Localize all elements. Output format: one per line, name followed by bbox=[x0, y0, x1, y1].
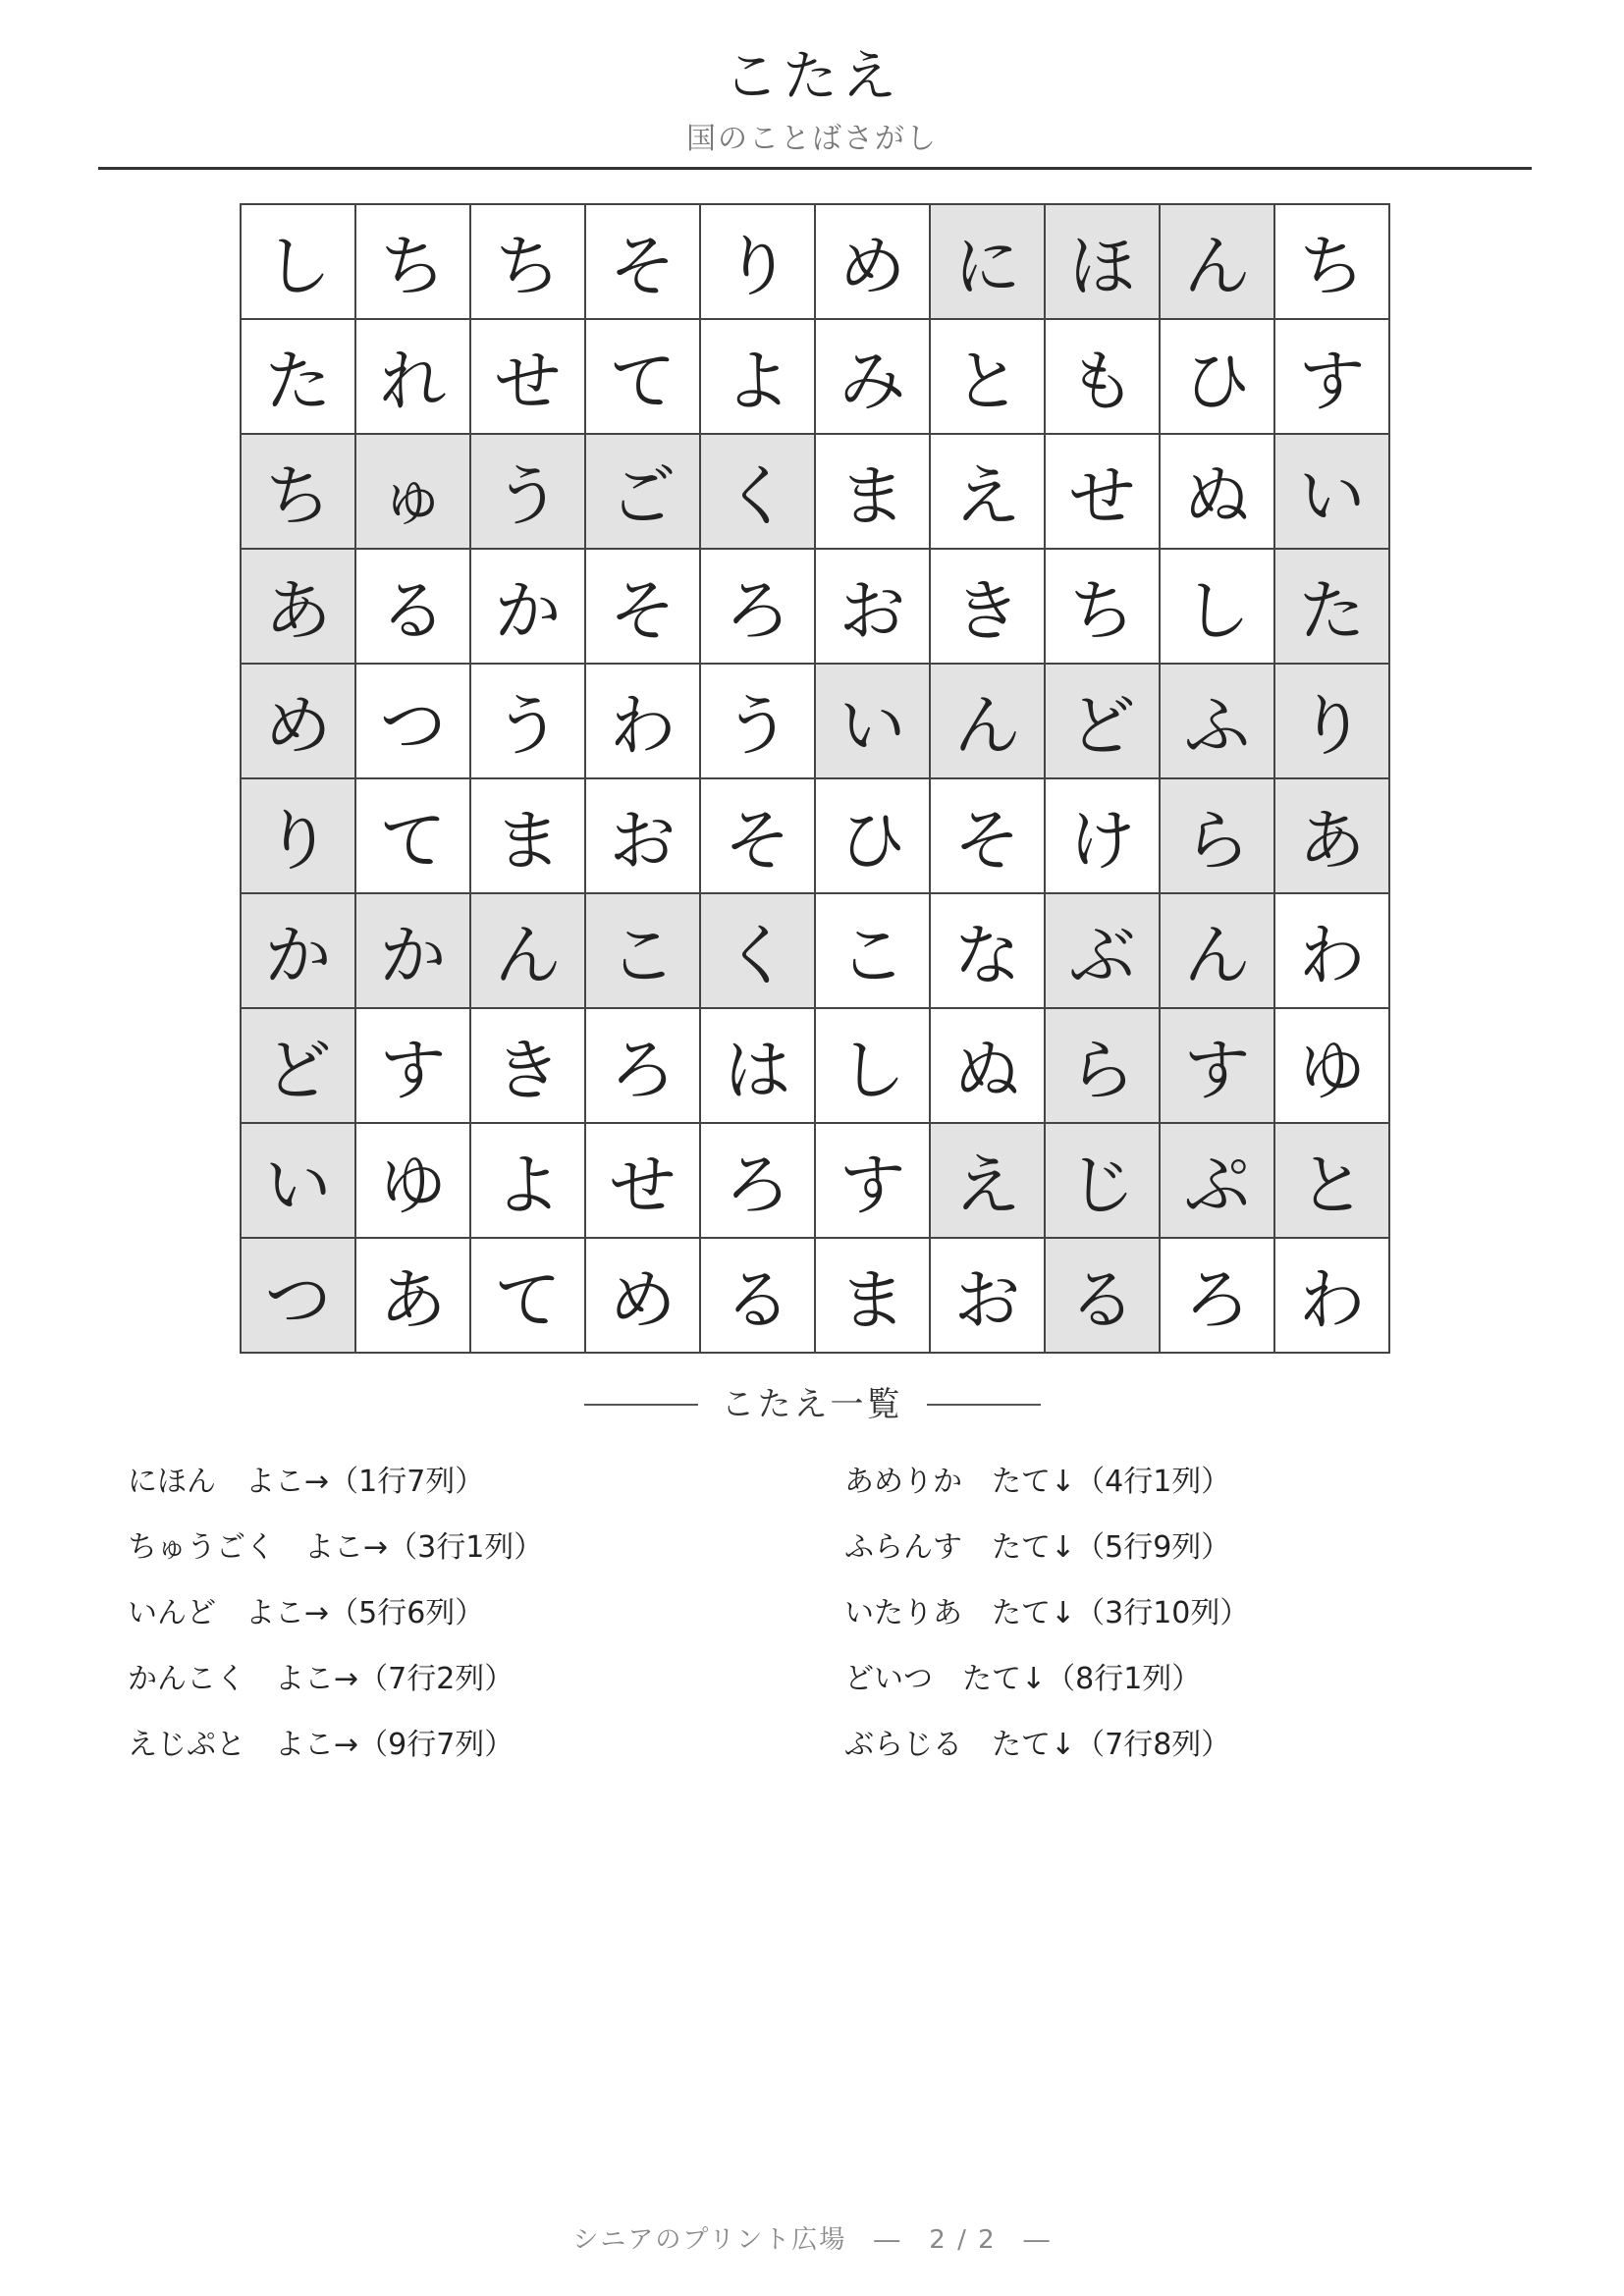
grid-cell: い bbox=[242, 1124, 356, 1239]
grid-cell: ら bbox=[1046, 1009, 1161, 1124]
heading-rule-left bbox=[584, 1404, 698, 1406]
grid-cell: あ bbox=[356, 1239, 471, 1354]
grid-cell: ち bbox=[242, 435, 356, 550]
heading-rule-right bbox=[927, 1404, 1041, 1406]
grid-cell: ぶ bbox=[1046, 894, 1161, 1009]
grid-cell: か bbox=[471, 550, 586, 665]
grid-cell: あ bbox=[242, 550, 356, 665]
grid-cell: ん bbox=[471, 894, 586, 1009]
grid-cell: す bbox=[356, 1009, 471, 1124]
grid-cell: お bbox=[931, 1239, 1046, 1354]
grid-cell: ゅ bbox=[356, 435, 471, 550]
grid-cell: そ bbox=[586, 205, 701, 320]
grid-cell: ぬ bbox=[931, 1009, 1046, 1124]
grid-cell: そ bbox=[931, 779, 1046, 894]
answers-heading-label: こたえ一覧 bbox=[721, 1385, 903, 1424]
grid-cell: る bbox=[701, 1239, 816, 1354]
answer-item: にほん よこ→（1行7列） bbox=[128, 1465, 485, 1499]
grid-cell: く bbox=[701, 435, 816, 550]
grid-cell: め bbox=[816, 205, 931, 320]
grid-cell: つ bbox=[356, 665, 471, 779]
grid-cell: ふ bbox=[1161, 665, 1275, 779]
grid-cell: め bbox=[242, 665, 356, 779]
grid-cell: い bbox=[816, 665, 931, 779]
grid-cell: ち bbox=[356, 205, 471, 320]
grid-cell: あ bbox=[1275, 779, 1390, 894]
grid-cell: そ bbox=[701, 779, 816, 894]
grid-cell: ご bbox=[586, 435, 701, 550]
grid-cell: ゆ bbox=[356, 1124, 471, 1239]
grid-cell: も bbox=[1046, 320, 1161, 435]
answer-item: あめりか たて↓（4行1列） bbox=[844, 1465, 1231, 1499]
grid-cell: え bbox=[931, 1124, 1046, 1239]
grid-cell: こ bbox=[586, 894, 701, 1009]
answers-list-right bbox=[844, 1460, 1249, 1789]
grid-cell: ろ bbox=[1161, 1239, 1275, 1354]
grid-cell: た bbox=[1275, 550, 1390, 665]
grid-cell: ん bbox=[931, 665, 1046, 779]
grid-cell: う bbox=[701, 665, 816, 779]
grid-cell: つ bbox=[242, 1239, 356, 1354]
grid-cell: ろ bbox=[701, 1124, 816, 1239]
grid-cell: な bbox=[931, 894, 1046, 1009]
grid-cell: よ bbox=[471, 1124, 586, 1239]
grid-cell: て bbox=[586, 320, 701, 435]
title-divider bbox=[98, 167, 1532, 170]
answer-item: いんど よこ→（5行6列） bbox=[128, 1596, 485, 1630]
answer-item: ちゅうごく よこ→（3行1列） bbox=[128, 1530, 544, 1565]
grid-cell: わ bbox=[1275, 894, 1390, 1009]
grid-cell: ち bbox=[1275, 205, 1390, 320]
grid-cell: す bbox=[816, 1124, 931, 1239]
grid-cell: ほ bbox=[1046, 205, 1161, 320]
answers-heading bbox=[0, 1382, 1624, 1427]
grid-cell: い bbox=[1275, 435, 1390, 550]
grid-cell: け bbox=[1046, 779, 1161, 894]
grid-cell: ろ bbox=[586, 1009, 701, 1124]
grid-cell: そ bbox=[586, 550, 701, 665]
answer-item: どいつ たて↓（8行1列） bbox=[844, 1662, 1202, 1696]
grid-cell: わ bbox=[1275, 1239, 1390, 1354]
grid-cell: み bbox=[816, 320, 931, 435]
grid-cell: ら bbox=[1161, 779, 1275, 894]
answer-item: えじぷと よこ→（9行7列） bbox=[128, 1728, 514, 1762]
grid-cell: し bbox=[242, 205, 356, 320]
grid-cell: て bbox=[471, 1239, 586, 1354]
grid-cell: す bbox=[1275, 320, 1390, 435]
grid-cell: え bbox=[931, 435, 1046, 550]
page-subtitle: 国のことばさがし bbox=[686, 122, 938, 156]
grid-cell: ど bbox=[242, 1009, 356, 1124]
grid-cell: し bbox=[816, 1009, 931, 1124]
grid-cell: る bbox=[1046, 1239, 1161, 1354]
grid-cell: は bbox=[701, 1009, 816, 1124]
grid-cell: ま bbox=[816, 1239, 931, 1354]
grid-cell: か bbox=[356, 894, 471, 1009]
grid-cell: う bbox=[471, 435, 586, 550]
answers-list-left bbox=[128, 1460, 543, 1789]
grid-cell: れ bbox=[356, 320, 471, 435]
grid-cell: き bbox=[931, 550, 1046, 665]
grid-cell: し bbox=[1161, 550, 1275, 665]
answer-item: ふらんす たて↓（5行9列） bbox=[844, 1530, 1231, 1565]
grid-cell: ひ bbox=[1161, 320, 1275, 435]
grid-cell: と bbox=[1275, 1124, 1390, 1239]
word-search-grid bbox=[240, 203, 1390, 1354]
grid-cell: ん bbox=[1161, 894, 1275, 1009]
grid-cell: よ bbox=[701, 320, 816, 435]
grid-cell: ぷ bbox=[1161, 1124, 1275, 1239]
grid-cell: せ bbox=[586, 1124, 701, 1239]
grid-cell: お bbox=[586, 779, 701, 894]
answer-item: いたりあ たて↓（3行10列） bbox=[844, 1596, 1250, 1630]
grid-cell: う bbox=[471, 665, 586, 779]
grid-cell: す bbox=[1161, 1009, 1275, 1124]
grid-cell: じ bbox=[1046, 1124, 1161, 1239]
grid-cell: に bbox=[931, 205, 1046, 320]
grid-cell: ろ bbox=[701, 550, 816, 665]
grid-cell: り bbox=[1275, 665, 1390, 779]
grid-cell: く bbox=[701, 894, 816, 1009]
grid-cell: ど bbox=[1046, 665, 1161, 779]
grid-cell: ぬ bbox=[1161, 435, 1275, 550]
grid-cell: ま bbox=[816, 435, 931, 550]
grid-cell: こ bbox=[816, 894, 931, 1009]
grid-cell: た bbox=[242, 320, 356, 435]
page-title: こたえ bbox=[724, 45, 900, 109]
grid-cell: わ bbox=[586, 665, 701, 779]
grid-cell: か bbox=[242, 894, 356, 1009]
answer-item: かんこく よこ→（7行2列） bbox=[128, 1662, 514, 1696]
grid-cell: ゆ bbox=[1275, 1009, 1390, 1124]
grid-cell: ひ bbox=[816, 779, 931, 894]
grid-cell: ち bbox=[1046, 550, 1161, 665]
grid-cell: り bbox=[701, 205, 816, 320]
grid-cell: り bbox=[242, 779, 356, 894]
grid-cell: る bbox=[356, 550, 471, 665]
grid-cell: て bbox=[356, 779, 471, 894]
grid-cell: お bbox=[816, 550, 931, 665]
page-footer: シニアのプリント広場 ― 2 / 2 ― bbox=[572, 2225, 1052, 2255]
grid-cell: ち bbox=[471, 205, 586, 320]
grid-cell: き bbox=[471, 1009, 586, 1124]
grid-cell: ん bbox=[1161, 205, 1275, 320]
answer-item: ぶらじる たて↓（7行8列） bbox=[844, 1728, 1231, 1762]
grid-cell: せ bbox=[471, 320, 586, 435]
grid-cell: め bbox=[586, 1239, 701, 1354]
grid-cell: ま bbox=[471, 779, 586, 894]
grid-cell: せ bbox=[1046, 435, 1161, 550]
grid-cell: と bbox=[931, 320, 1046, 435]
